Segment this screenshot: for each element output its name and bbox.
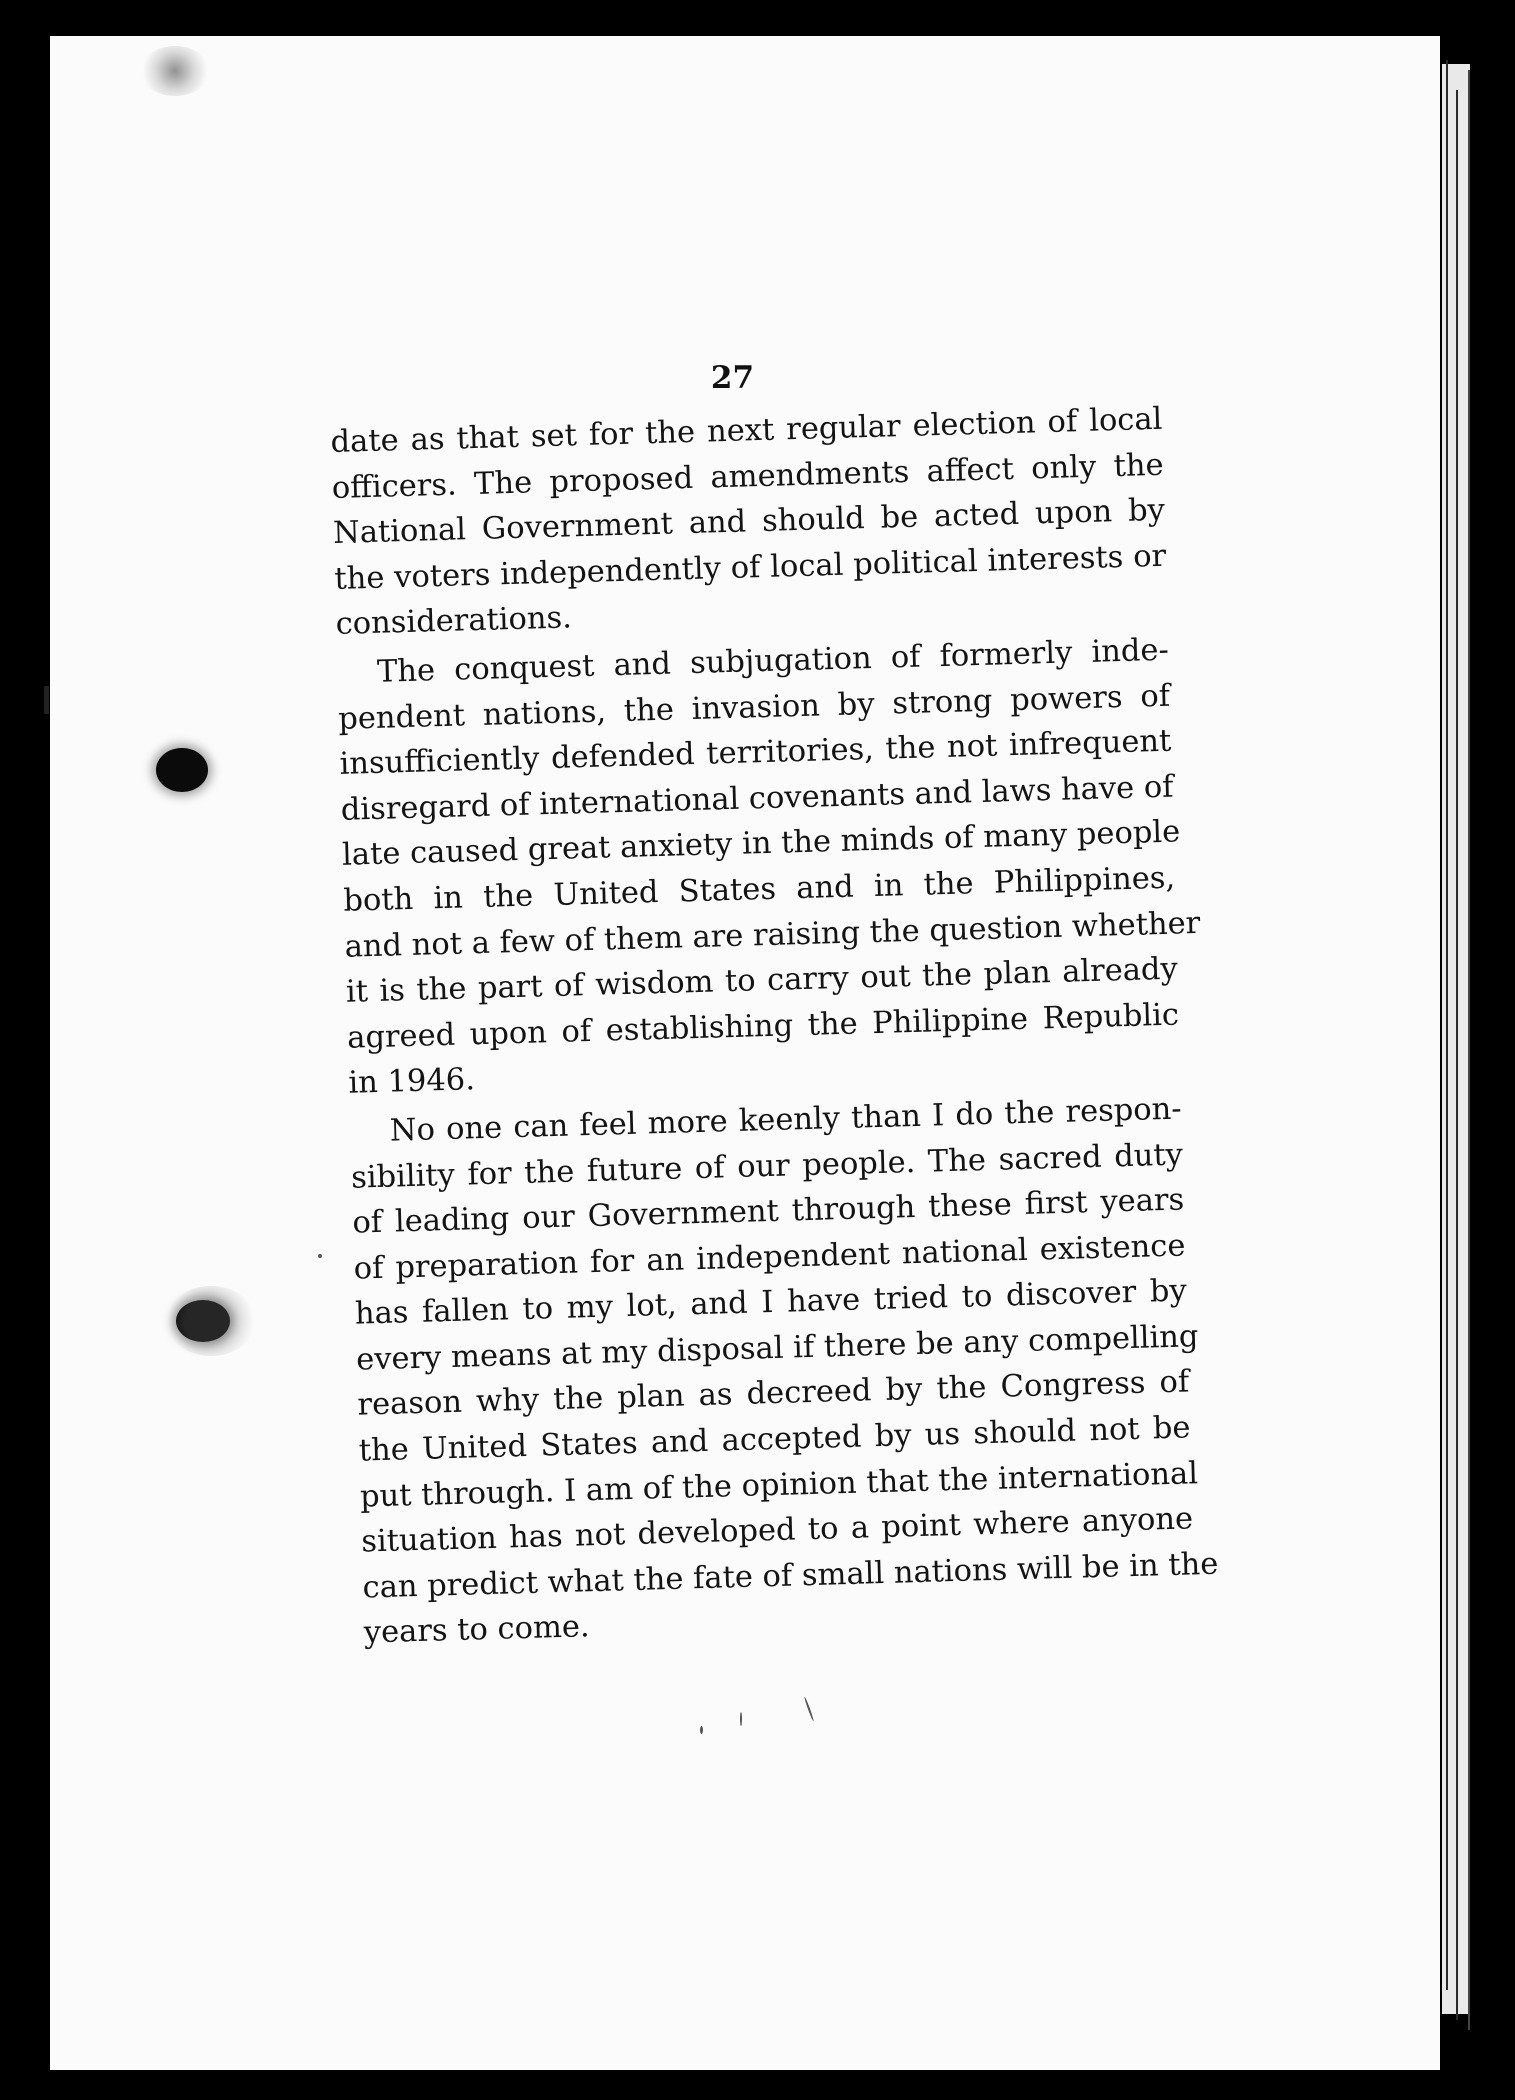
- text-line: disregard of international covenants and laws have of: [340, 769, 1174, 828]
- body-text: [330, 397, 1219, 1657]
- text-line: National Government and should be acted upon by: [332, 492, 1166, 552]
- page-edge-line: [1446, 60, 1448, 1990]
- text-line: No one can feel more keenly than I do the respon-: [389, 1091, 1183, 1149]
- paragraph: [336, 628, 1201, 1107]
- text-line: can predict what the fate of small nations will be in the: [362, 1546, 1219, 1606]
- text-line: has fallen to my lot, and I have tried to discover by: [354, 1273, 1188, 1332]
- text-line: agreed upon of establishing the Philippine Republic: [346, 997, 1180, 1056]
- text-line: every means at my disposal if there be any compelling: [355, 1318, 1199, 1378]
- punch-hole-upper: [156, 748, 208, 792]
- dust-speck: [318, 1254, 322, 1258]
- text-line: The conquest and subjugation of formerly inde-: [376, 632, 1170, 690]
- text-line: of preparation for an independent national existence: [353, 1228, 1186, 1287]
- dust-speck: [804, 1696, 815, 1721]
- dust-speck: [700, 1726, 703, 1734]
- ink-smudge: [166, 1286, 256, 1356]
- dust-speck: [740, 1712, 742, 1726]
- text-line: put through. I am of the opinion that the international: [359, 1455, 1199, 1515]
- page-edge-line: [1456, 90, 1458, 2020]
- dust-speck: [44, 686, 49, 714]
- text-line: and not a few of them are raising the question whether: [344, 905, 1201, 965]
- text-line: date as that set for the next regular election of local: [330, 401, 1163, 460]
- page-edge-line: [1468, 70, 1470, 2030]
- text-line: officers. The proposed amendments affect only the: [331, 447, 1165, 506]
- paragraph: [349, 1086, 1219, 1656]
- text-line: it is the part of wisdom to carry out the plan already: [345, 951, 1179, 1010]
- text-line: both in the United States and in the Philippines,: [342, 860, 1176, 919]
- text-line: years to come.: [363, 1609, 591, 1651]
- ink-smudge: [140, 46, 210, 96]
- text-line: the voters independently of local political interests or: [333, 538, 1167, 597]
- text-line: considerations.: [335, 600, 573, 643]
- text-line: the United States and accepted by us should not be: [358, 1410, 1191, 1469]
- text-line: of leading our Government through these first years: [351, 1182, 1185, 1241]
- text-line: insufficiently defended territories, the not infrequent: [339, 723, 1172, 783]
- page-number: 27: [710, 360, 755, 396]
- text-line: in 1946.: [348, 1062, 476, 1102]
- text-line: sibility for the future of our people. The sacred duty: [350, 1136, 1184, 1196]
- text-line: late caused great anxiety in the minds of many people: [341, 814, 1181, 874]
- text-line: situation has not developed to a point where anyone: [360, 1501, 1194, 1560]
- text-line: reason why the plan as decreed by the Congress of: [357, 1364, 1190, 1424]
- text-line: pendent nations, the invasion by strong powers of: [337, 678, 1171, 737]
- paragraph: [330, 397, 1168, 648]
